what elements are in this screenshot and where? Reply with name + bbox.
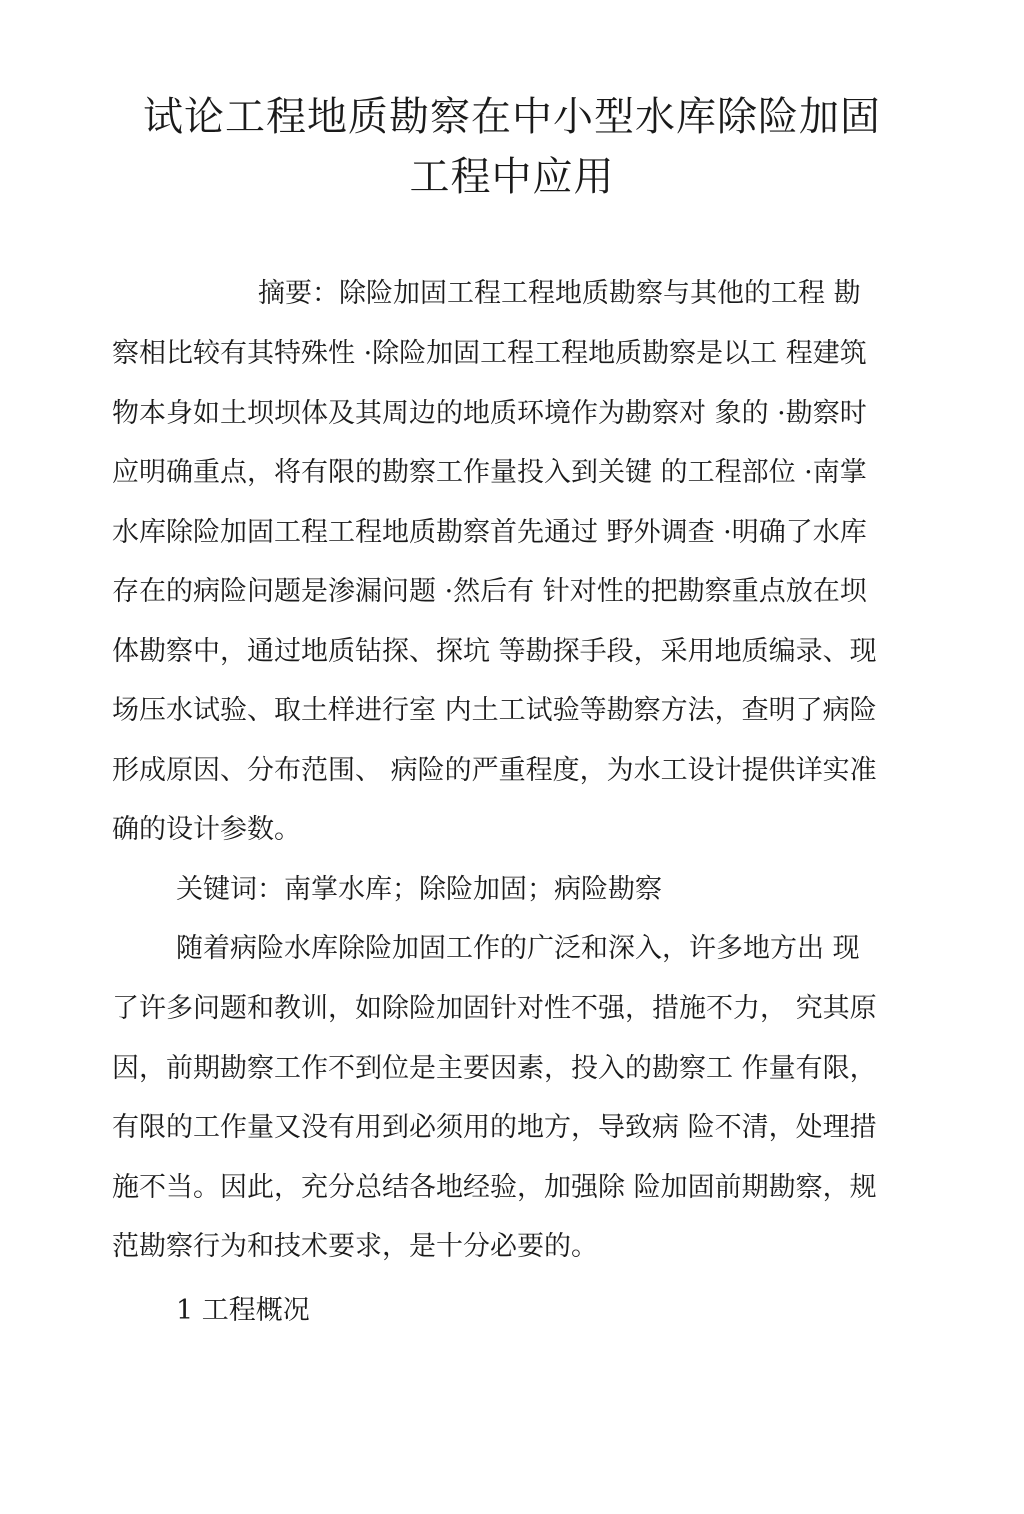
abstract-line: 摘要：除险加固工程工程地质勘察与其他的工程 勘 [258, 278, 861, 309]
abstract-line: 存在的病险问题是渗漏问题 ·然后有 针对性的把勘察重点放在坝 [112, 576, 867, 607]
intro-line: 随着病险水库除险加固工作的广泛和深入，许多地方出 现 [176, 933, 860, 964]
intro-line: 因，前期勘察工作不到位是主要因素，投入的勘察工 作量有限， [112, 1053, 877, 1084]
abstract-line: 确的设计参数。 [112, 814, 301, 845]
keywords-line: 关键词：南掌水库；除险加固；病险勘察 [176, 874, 662, 905]
section-heading: 1 工程概况 [176, 1295, 310, 1326]
abstract-line: 形成原因、分布范围、 病险的严重程度，为水工设计提供详实准 [112, 755, 877, 786]
abstract-line: 应明确重点，将有限的勘察工作量投入到关键 的工程部位 ·南掌 [112, 457, 867, 488]
abstract-line: 水库除险加固工程工程地质勘察首先通过 野外调查 ·明确了水库 [112, 517, 867, 548]
abstract-line: 场压水试验、取土样进行室 内土工试验等勘察方法，查明了病险 [112, 695, 877, 726]
abstract-line: 察相比较有其特殊性 ·除险加固工程工程地质勘察是以工 程建筑 [112, 338, 867, 369]
abstract-line: 物本身如土坝坝体及其周边的地质环境作为勘察对 象的 ·勘察时 [112, 398, 867, 429]
intro-line: 有限的工作量又没有用到必须用的地方，导致病 险不清，处理措 [112, 1112, 877, 1143]
intro-line: 施不当。因此，充分总结各地经验，加强除 险加固前期勘察，规 [112, 1172, 877, 1203]
abstract-line: 体勘察中，通过地质钻探、探坑 等勘探手段，采用地质编录、现 [112, 636, 877, 667]
document-title-line-2: 工程中应用 [409, 154, 615, 200]
intro-line: 了许多问题和教训，如除险加固针对性不强，措施不力， 究其原 [112, 993, 877, 1024]
intro-line: 范勘察行为和技术要求，是十分必要的。 [112, 1231, 598, 1262]
document-title-line-1: 试论工程地质勘察在中小型水库除险加固 [143, 94, 881, 140]
